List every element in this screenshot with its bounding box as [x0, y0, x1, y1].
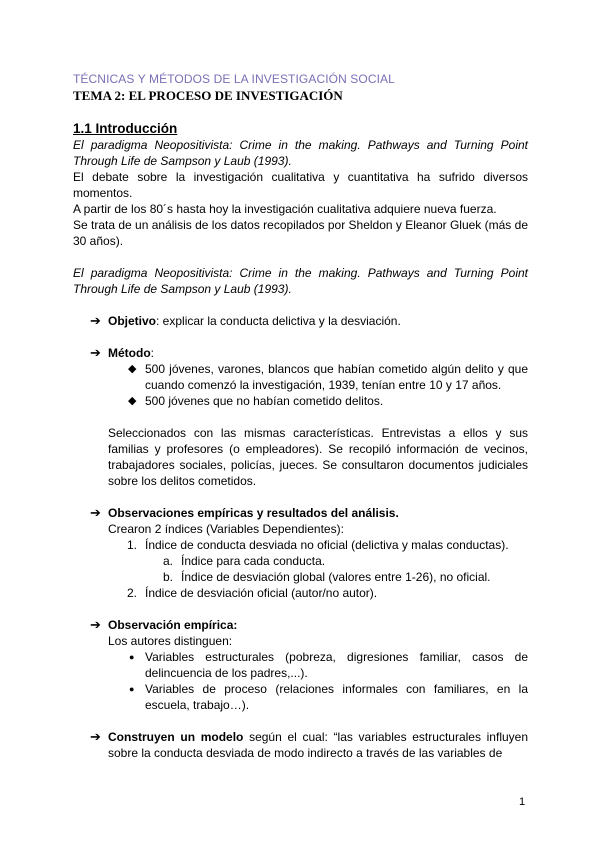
metodo-label: Método [108, 346, 151, 360]
list-letter: b. [163, 570, 174, 584]
list-number: 2. [127, 586, 138, 600]
dot-bullet-icon: ● [129, 652, 135, 662]
arrow-bullet-icon: ➔ [90, 505, 101, 520]
arrow-bullet-icon: ➔ [90, 313, 101, 328]
diamond-bullet-icon: ◆ [128, 363, 137, 375]
distinguen-text: Los autores distinguen: [108, 634, 233, 648]
var-proceso: Variables de proceso (relaciones informales con familiares, en la escuela, trabajo…). [145, 682, 528, 712]
subject-title: TÉCNICAS Y MÉTODOS DE LA INVESTIGACIÓN SOCIAL [73, 72, 395, 86]
observacion-label: Observación empírica: [108, 618, 238, 632]
crearon-text: Crearon 2 índices (Variables Dependientes): [108, 522, 344, 536]
construyen-text: según el cual: “las variables estructurales influyen sobre la conducta desviada de modo indirecto a través de las variables de [108, 730, 529, 760]
section-heading: 1.1 Introducción [73, 121, 178, 136]
objetivo-text: : explicar la conducta delictiva y la desviación. [156, 314, 401, 328]
metodo-item-1: 500 jóvenes, varones, blancos que habían cometido algún delito y que cuando comenzó la investigación, 1939, tenían entre 10 y 17 años. [145, 362, 528, 392]
para-seleccionados: Seleccionados con las mismas características. Entrevistas a ellos y sus familias y profesores (o empleadores). Se recopiló información de vecinos, trabajadores sociales, policías, jueces. Se consultaron documentos judiciales sobre los delitos cometidos. [108, 426, 528, 488]
intro-italic-2: El paradigma Neopositivista: Crime in the making. Pathways and Turning Point Through Life de Sampson y Laub (1993). [73, 266, 528, 296]
arrow-bullet-icon: ➔ [90, 617, 101, 632]
para-analisis: Se trata de un análisis de los datos recopilados por Sheldon y Eleanor Gluek (más de 30 años). [73, 218, 528, 248]
observaciones-label: Observaciones empíricas y resultados del análisis. [108, 506, 399, 520]
indice-1a: Índice para cada conducta. [181, 554, 326, 568]
metodo-item-2: 500 jóvenes que no habían cometido delitos. [145, 394, 384, 408]
dot-bullet-icon: ● [129, 684, 135, 694]
observaciones-item [108, 505, 528, 521]
intro-italic-1: El paradigma Neopositivista: Crime in the making. Pathways and Turning Point Through Life de Sampson y Laub (1993). [73, 138, 528, 168]
list-number: 1. [127, 538, 138, 552]
indice-2: Índice de desviación oficial (autor/no autor). [145, 586, 378, 600]
metodo-colon: : [150, 346, 154, 360]
objetivo-label: Objetivo [108, 314, 157, 328]
indice-1b: Índice de desviación global (valores entre 1-26), no oficial. [181, 570, 491, 584]
para-debate: El debate sobre la investigación cualitativa y cuantitativa ha sufrido diversos momentos. [73, 170, 528, 200]
objetivo-item [108, 313, 528, 329]
topic-title: TEMA 2: EL PROCESO DE INVESTIGACIÓN [73, 88, 343, 103]
construyen-item [108, 729, 528, 761]
arrow-bullet-icon: ➔ [90, 729, 101, 744]
list-letter: a. [163, 554, 174, 568]
var-estructurales: Variables estructurales (pobreza, digresiones familiar, casos de delincuencia de los padres,...). [145, 650, 528, 680]
metodo-item [108, 345, 528, 361]
para-80s: A partir de los 80´s hasta hoy la investigación cualitativa adquiere nueva fuerza. [73, 202, 497, 216]
arrow-bullet-icon: ➔ [90, 345, 101, 360]
page-number: 1 [519, 796, 526, 808]
observacion-item [108, 617, 528, 633]
construyen-label: Construyen un modelo [108, 730, 244, 744]
diamond-bullet-icon: ◆ [128, 395, 137, 407]
indice-1: Índice de conducta desviada no oficial (delictiva y malas conductas). [145, 538, 509, 552]
